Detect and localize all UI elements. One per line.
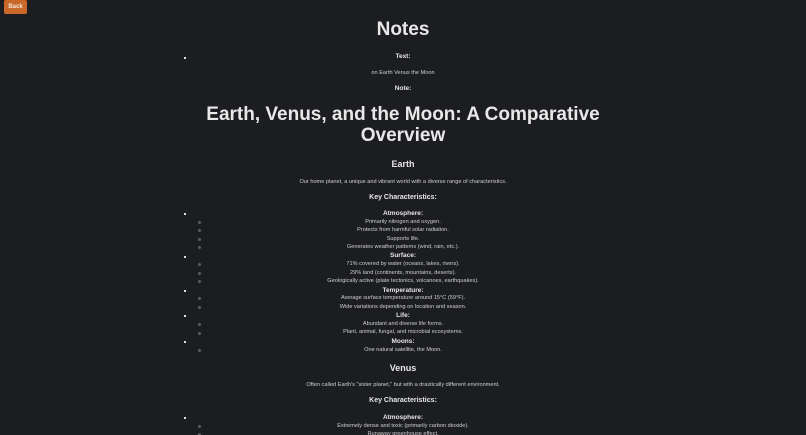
section-intro-earth: Our home planet, a unique and vibrant world with a diverse range of characteristics.: [299, 179, 507, 185]
note-text-label: Text:: [395, 53, 411, 60]
list-item: Average surface temperature around 15°C (59°F).: [340, 295, 466, 301]
list-item: Extremely dense and toxic (primarily carbon dioxide).: [337, 423, 469, 429]
list-item: Generates weather patterns (wind, rain, etc.).: [346, 244, 460, 250]
list-item: One natural satellite, the Moon.: [364, 347, 442, 353]
section-heading-venus: Venus: [389, 363, 417, 373]
list-item: Runaway greenhouse effect.: [367, 431, 439, 435]
list-item: Plant, animal, fungal, and microbial ecosystems.: [343, 329, 463, 335]
note-text-value: on Earth Venus the Moon: [371, 70, 435, 76]
list-item: 29% land (continents, mountains, deserts).: [349, 270, 457, 276]
group-label-surface: Surface:: [389, 252, 416, 259]
document-title: [0, 104, 806, 146]
group-label-atmosphere: Atmosphere:: [382, 210, 424, 217]
group-label-moons: Moons:: [391, 338, 415, 345]
note-note-label: Note:: [394, 85, 412, 92]
section-intro-venus: Often called Earth's "sister planet," but with a drastically different environment.: [306, 382, 500, 388]
group-label-atmosphere-venus: Atmosphere:: [382, 414, 424, 421]
list-item: Protects from harmful solar radiation.: [357, 227, 449, 233]
key-characteristics-heading-venus: Key Characteristics:: [369, 397, 437, 404]
document-title-line-1: Earth, Venus, and the Moon: A Comparative: [206, 104, 600, 125]
section-heading-earth: Earth: [391, 159, 415, 169]
list-item: Supports life.: [386, 236, 420, 242]
group-label-temperature: Temperature:: [382, 287, 424, 294]
list-item: Abundant and diverse life forms.: [362, 321, 444, 327]
group-label-life: Life:: [396, 312, 410, 319]
list-item: Wide variations depending on location and season.: [339, 304, 467, 310]
list-item: Primarily nitrogen and oxygen.: [365, 219, 441, 225]
key-characteristics-heading-earth: Key Characteristics:: [369, 194, 437, 201]
page-title: Notes: [376, 19, 430, 40]
back-button[interactable]: Back: [4, 0, 27, 14]
list-item: Geologically active (plate tectonics, volcanoes, earthquakes).: [327, 278, 479, 284]
list-item: 71% covered by water (oceans, lakes, rivers).: [346, 261, 460, 267]
document-title-line-2: Overview: [360, 125, 446, 146]
